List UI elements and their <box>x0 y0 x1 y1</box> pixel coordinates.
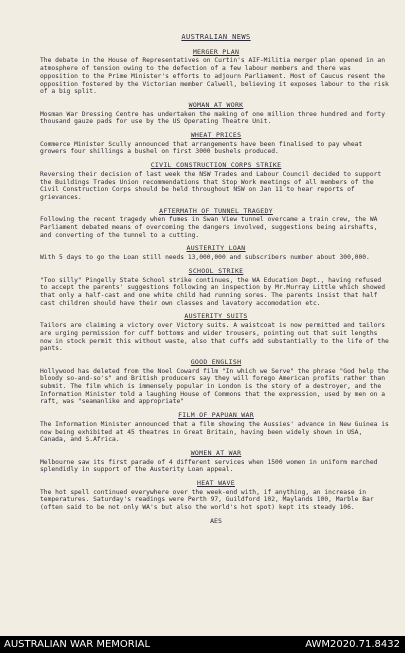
news-section <box>40 132 392 156</box>
section-body: Following the recent tragedy when fumes in Swan View tunnel overcame a train crew, the WA Parliament debated means of overcoming the dangers involved, suggestions being airshafts, and converting of the tunnel to a cutting. <box>40 216 378 239</box>
section-heading: HEAT WAVE <box>197 479 235 488</box>
news-section <box>40 450 392 474</box>
author-initials: AES <box>210 516 222 525</box>
news-section <box>40 208 392 240</box>
news-section <box>40 245 392 261</box>
section-heading: WOMAN AT WORK <box>188 100 244 109</box>
archive-name: AUSTRALIAN WAR MEMORIAL <box>4 639 151 650</box>
section-heading: MERGER PLAN <box>192 47 240 56</box>
news-section <box>40 412 392 444</box>
section-body: With 5 days to go the Loan still needs 13,000,000 and subscribers number about 300,000. <box>40 254 370 262</box>
section-body: Commerce Minister Scully announced that arrangements have been finalised to pay wheat growers four shillings a bushel on first 3000 bushels produced. <box>40 140 363 156</box>
archive-footer-bar <box>0 636 405 653</box>
section-heading: CIVIL CONSTRUCTION CORPS STRIKE <box>150 161 282 170</box>
section-body: Reversing their decision of last week the NSW Trades and Labour Council decided to support the Buildings Trades Union recommendations that Stop Work meetings of all members of the Civil Construction Corps should be held throughout NSW on Jan 11 to hear reports of grievances. <box>40 170 382 201</box>
section-heading: FILM OF PAPUAN WAR <box>178 411 254 420</box>
section-body: Melbourne saw its first parade of 4 different services when 1500 women in uniform marched splendidly in support of the Austerity Loan appeal. <box>40 458 378 474</box>
section-heading: WHEAT PRICES <box>190 131 242 140</box>
section-body: Hollywood has deleted from the Noel Coward film "In which we Serve" the phrase "God help the bloody so-and-so's" and British producers say they will forego American profits rather than submit. The film which is immensely popular in London is the story of a destroyer, and the Information Minister told a laughing House of Commons that the expression, used by men on a raft, was "seamanlike and appropriate" <box>40 367 389 406</box>
section-body: The Information Minister announced that a film showing the Aussies' advance in New Guinea is now being exhibited at 45 theatres in Great Britain, having been widely shown in USA, Canada, and S.Africa. <box>40 420 389 444</box>
section-heading: AFTERMATH OF TUNNEL TRAGEDY <box>159 206 273 215</box>
section-body: Tailors are claiming a victory over Victory suits. A waistcoat is now permitted and tailors are urging permission for cuff bottoms and wider trousers, pointing out that suit lengths now in stock permit this without waste, also that cuffs add substantially to the life of the pants. <box>40 322 389 353</box>
news-section <box>40 268 392 308</box>
news-section <box>40 480 392 512</box>
section-body: The debate in the House of Representatives on Curtin's AIF-Militia merger plan opened in an atmosphere of tension owing to the defection of a few labour members and there was opposition to the Prime Minister's efforts to adjourn Parliament. Most of Caucus resent the opposition fostered by the Victorian member Calwell, believing it exposes labour to the risk of a big split. <box>40 57 389 96</box>
section-body: The hot spell continued everywhere over the week-end with, if anything, an increase in temperatures. Saturday's readings were Perth 97, Guildford 102, Maylands 100, Marble Bar (often said to be not only WA's but also the world's hot spot) kept its steady 106. <box>40 488 374 512</box>
section-body: Mosman War Dressing Centre has undertaken the making of one million three hundred and forty thousand gauze pads for use by the US Operating Theatre Unit. <box>40 110 385 126</box>
typed-document <box>40 34 392 526</box>
section-body: "Too silly" Pingelly State School strike continues, the WA Education Dept., having refused to accept the parents' suggestions following an inspection by Mr.Murray Little which showed that only a half-cast and one white child had running sores. The parents insist that half cast children should have their own classes and lavatory accomodation etc. <box>40 276 385 307</box>
section-heading: GOOD ENGLISH <box>190 357 242 366</box>
news-section <box>40 359 392 406</box>
section-heading: SCHOOL STRIKE <box>188 266 244 275</box>
news-section <box>40 162 392 202</box>
section-heading: AUSTERITY LOAN <box>186 244 246 253</box>
section-heading: WOMEN AT WAR <box>190 448 242 457</box>
news-section <box>40 313 392 353</box>
accession-number: AWM2020.71.8432 <box>305 639 400 650</box>
news-section <box>40 49 392 96</box>
news-section <box>40 102 392 126</box>
section-heading: AUSTERITY SUITS <box>184 312 248 321</box>
document-title: AUSTRALIAN NEWS <box>181 33 251 41</box>
